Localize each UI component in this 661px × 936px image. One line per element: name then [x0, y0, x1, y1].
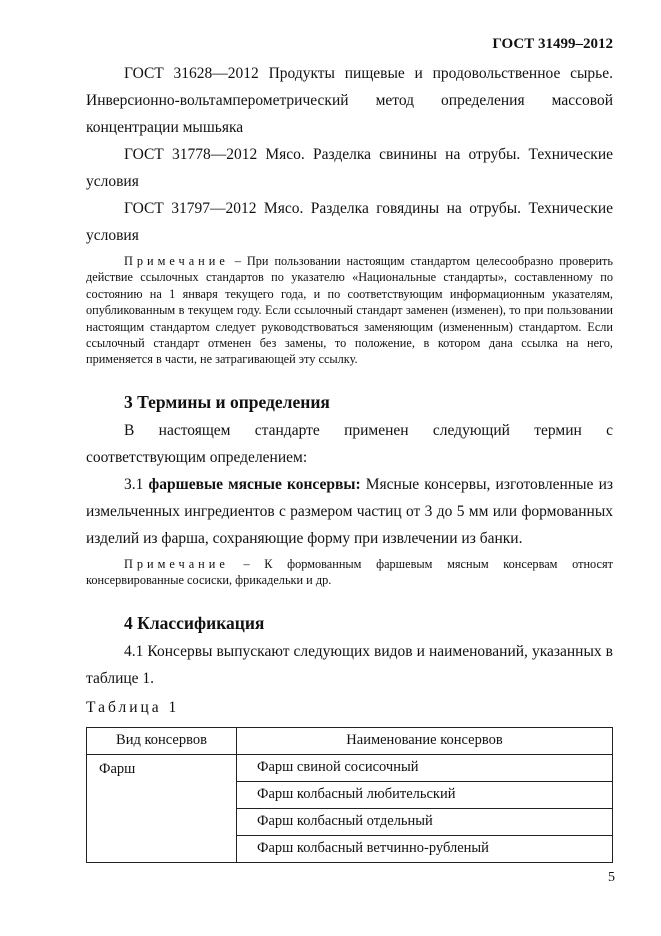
reference-gost-31797: ГОСТ 31797—2012 Мясо. Разделка говядины на отрубы. Технические условия	[86, 200, 613, 244]
section-4-title: 4 Классификация	[124, 612, 265, 633]
note-text: При пользовании настоящим стандартом целесообразно проверить действие ссылочных стандартов по указателю «Национальные стандарты», составленному по состоянию на 1 января текущего года, и по соответствующим информационным указателям, опубликованным в текущем году. Если ссылочный стандарт заменен (изменен), то при пользовании настоящим стандартом следует руководствоваться заменяющим (измененным) стандартом. Если ссылочный стандарт отменен без замены, то положение, в котором дана ссылка на него, применяется в части, не затрагивающей эту ссылку.	[86, 254, 614, 367]
kind-cell: Фарш	[87, 754, 237, 862]
table-header-row	[87, 727, 613, 754]
references-note: Примечание – При пользовании настоящим стандартом целесообразно проверить действие ссылочных стандартов по указателю «Национальные стандарты», составленному по состоянию на 1 января текущего года, и по соответствующим информационным указателям, опубликованным в текущем году. Если ссылочный стандарт заменен (изменен), то при пользовании настоящим стандартом следует руководствоваться заменяющим (измененным) стандартом. Если ссылочный стандарт отменен без замены, то положение, в котором дана ссылка на него, применяется в части, не затрагивающей эту ссылку.	[86, 254, 614, 367]
table-row	[87, 754, 613, 781]
term-note: Примечание – К формованным фаршевым мясным консервам относят консервированные сосиски, фрикадельки и др.	[86, 556, 614, 588]
classification-table	[86, 727, 613, 863]
section-3-title: 3 Термины и определения	[124, 391, 330, 412]
section-3-intro: В настоящем стандарте применен следующий термин с соответствующим определением:	[86, 421, 613, 466]
note-label: Примечание	[124, 254, 229, 268]
page-number: 5	[608, 870, 615, 885]
section-4-intro: 4.1 Консервы выпускают следующих видов и наименований, указанных в таблице 1.	[86, 642, 613, 687]
table-caption: Таблица 1	[86, 698, 180, 716]
term-note-text: К формованным фаршевым мясным консервам относят консервированные сосиски, фрикадельки и др.	[86, 556, 614, 588]
name-cell: Фарш колбасный ветчинно-рубленый	[237, 835, 613, 862]
definition: Мясные консервы, изготовленные из измельченных ингредиентов с размером частиц от 3 до 5 мм или формованных изделий из фарша, сохраняющие форму при извлечении из банки.	[86, 475, 613, 547]
standard-code-header: ГОСТ 31499–2012	[492, 36, 613, 52]
term-note-label: Примечание	[124, 556, 229, 571]
column-header-name: Наименование консервов	[237, 727, 613, 754]
term-definition: 3.1 фаршевые мясные консервы: Мясные консервы, изготовленные из измельченных ингредиентов с размером частиц от 3 до 5 мм или формованных изделий из фарша, сохраняющие форму при извлечении из банки.	[86, 475, 613, 547]
column-header-kind: Вид консервов	[87, 727, 237, 754]
reference-gost-31778: ГОСТ 31778—2012 Мясо. Разделка свинины на отрубы. Технические условия	[86, 146, 613, 190]
term: фаршевые мясные консервы:	[148, 475, 361, 493]
reference-gost-31628: ГОСТ 31628—2012 Продукты пищевые и продовольственное сырье. Инверсионно-вольтамперометрический метод определения массовой концентрации мышьяка	[86, 65, 613, 136]
document-body	[86, 60, 613, 863]
name-cell: Фарш колбасный любительский	[237, 781, 613, 808]
name-cell: Фарш колбасный отдельный	[237, 808, 613, 835]
name-cell: Фарш свиной сосисочный	[237, 754, 613, 781]
